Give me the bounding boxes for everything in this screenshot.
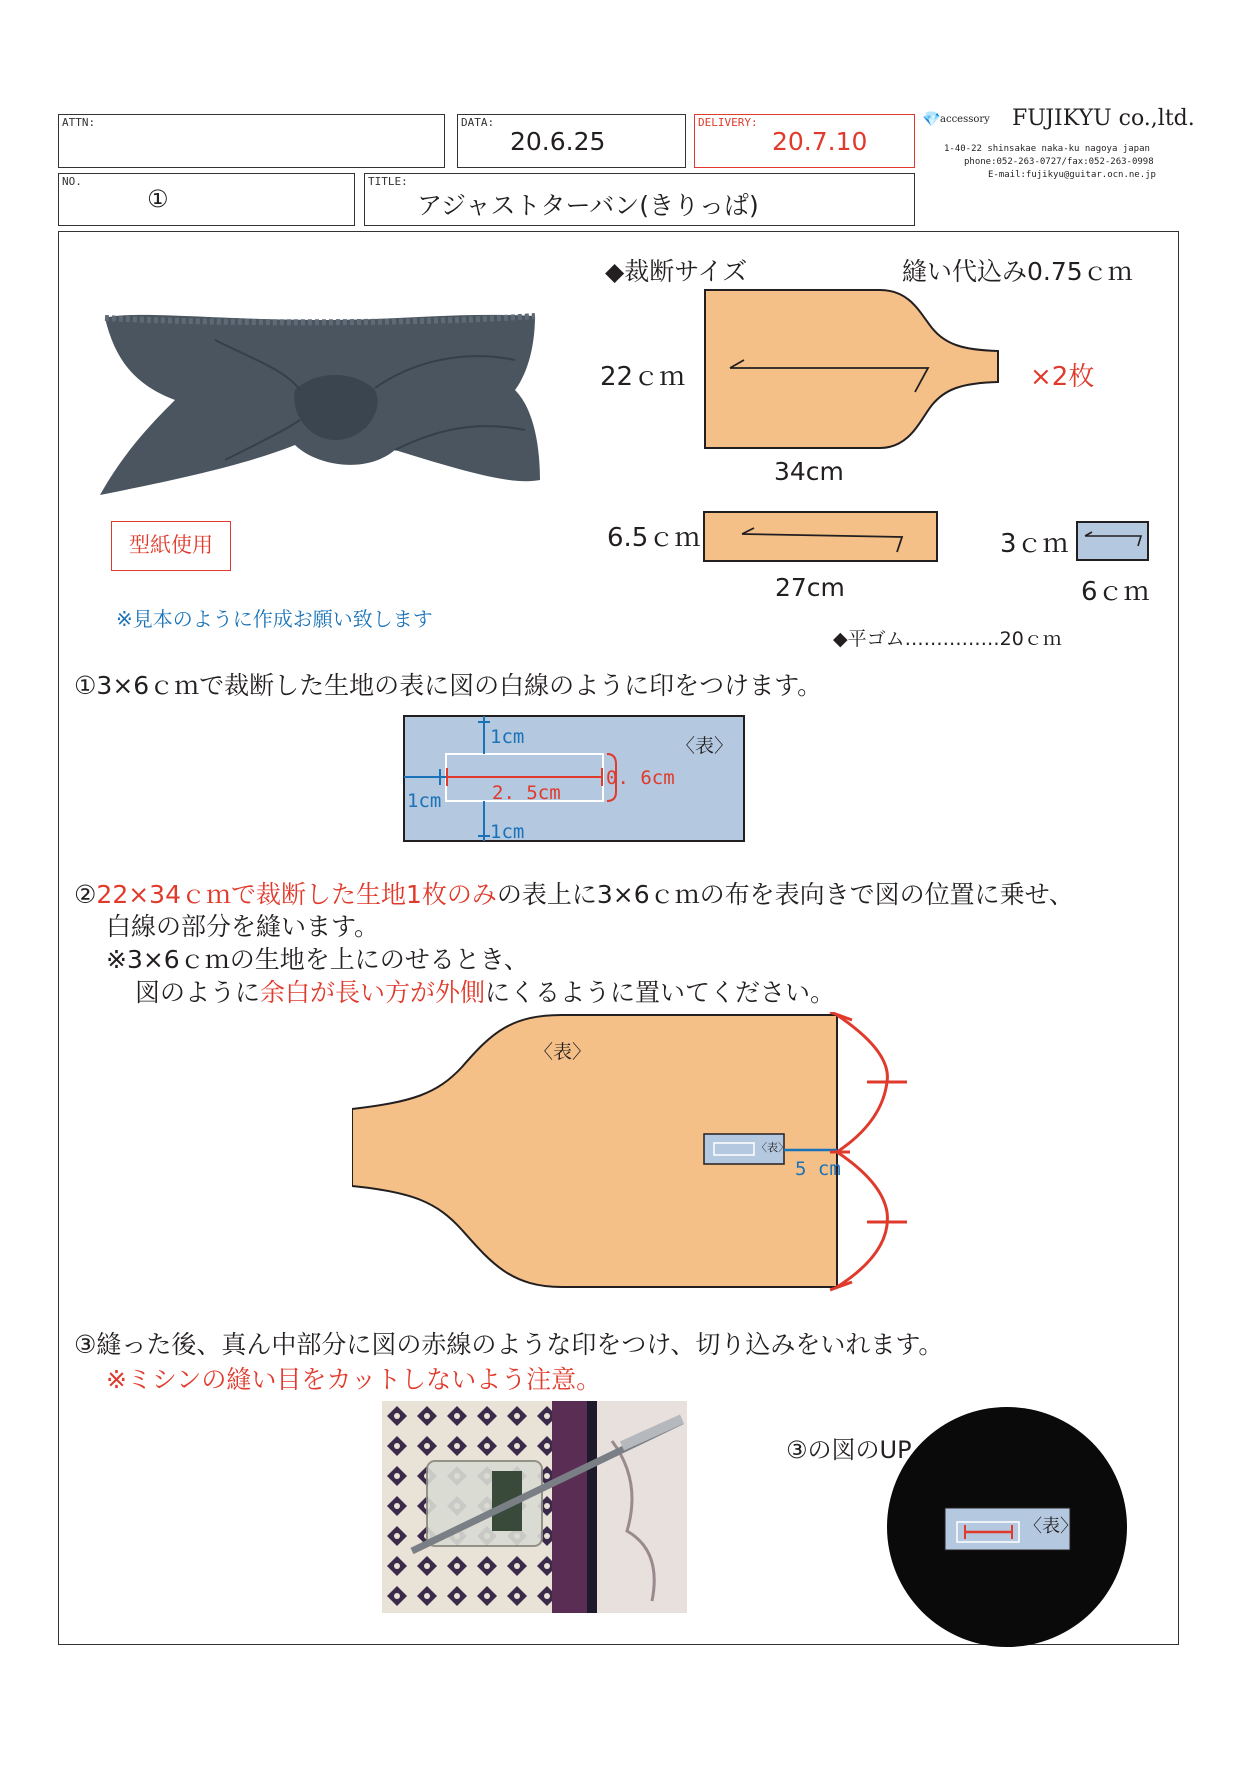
step2-small-face: 〈表〉 — [756, 1141, 789, 1154]
step2-line1 — [74, 875, 1074, 911]
step2-line4-b: にくるように置いてください。 — [485, 978, 836, 1007]
delivery-label: DELIVERY: — [698, 116, 758, 129]
small-piece-diagram — [1075, 520, 1151, 564]
strip-width: 27cm — [775, 573, 845, 602]
delivery-box — [694, 114, 915, 168]
company-phone: phone:052-263-0727/fax:052-263-0998 — [964, 157, 1154, 167]
step3-closeup-label: ③の図のUP — [786, 1436, 912, 1464]
main-height: 22ｃｍ — [600, 362, 686, 392]
cutting-heading: ◆裁断サイズ — [605, 257, 748, 286]
company-brand: accessory — [940, 114, 990, 125]
diamond-logo-icon: 💎 — [922, 110, 941, 128]
step2-red-part: 22×34ｃｍで裁断した生地1枚のみ — [96, 880, 497, 909]
main-quantity: ×2枚 — [1030, 362, 1095, 392]
seam-allowance: 縫い代込み0.75ｃｍ — [902, 257, 1133, 286]
page-title: アジャストターバン(きりっぱ) — [417, 191, 759, 220]
title-label: TITLE: — [368, 175, 408, 188]
step2-line4-a: 図のように — [135, 978, 261, 1007]
strip-diagram — [702, 510, 940, 564]
step3-closeup-circle — [885, 1405, 1130, 1650]
company-address: 1-40-22 shinsakae naka-ku nagoya japan — [944, 144, 1150, 154]
step1-bottom: 1cm — [490, 821, 525, 843]
no-box — [58, 173, 355, 226]
company-name: FUJIKYU co.,ltd. — [1012, 106, 1195, 131]
step1-width: 0. 6cm — [606, 767, 675, 789]
attn-label: ATTN: — [62, 116, 96, 129]
step3-face: 〈表〉 — [1024, 1516, 1078, 1537]
step2-line4 — [135, 973, 835, 1009]
step3-text: ③縫った後、真ん中部分に図の赤線のような印をつけ、切り込みをいれます。 — [74, 1330, 944, 1359]
sample-note: ※見本のように作成お願い致します — [116, 607, 433, 631]
step3-caution: ※ミシンの縫い目をカットしないよう注意。 — [106, 1365, 602, 1394]
no-value: ① — [147, 185, 169, 213]
elastic-spec: ◆平ゴム……………20ｃｍ — [833, 628, 1062, 650]
headband-photo — [95, 300, 545, 500]
step2-distance: 5 cm — [795, 1158, 841, 1180]
step2-face: 〈表〉 — [534, 1041, 592, 1063]
pattern-badge — [111, 521, 231, 571]
step2-rest: の表上に3×6ｃｍの布を表向きで図の位置に乗せ、 — [496, 880, 1074, 909]
step3-photo — [382, 1401, 687, 1613]
pattern-badge-label: 型紙使用 — [129, 533, 213, 557]
step1-text: ①3×6ｃｍで裁断した生地の表に図の白線のように印をつけます。 — [74, 671, 823, 700]
step1-top: 1cm — [490, 726, 525, 748]
step2-line3: ※3×6ｃｍの生地を上にのせるとき、 — [106, 945, 529, 974]
main-width: 34cm — [774, 457, 844, 486]
date-label: DATA: — [461, 116, 495, 129]
small-width: 6ｃｍ — [1081, 577, 1150, 607]
date-box — [457, 114, 686, 168]
main-piece-diagram — [700, 288, 1020, 452]
company-email: E-mail:fujikyu@guitar.ocn.ne.jp — [988, 170, 1156, 180]
step1-face: 〈表〉 — [676, 735, 734, 757]
no-label: NO. — [62, 175, 82, 188]
delivery-date: 20.7.10 — [772, 127, 868, 156]
title-box — [364, 173, 915, 226]
step2-line2: 白線の部分を縫います。 — [106, 912, 380, 941]
company-block — [920, 106, 1220, 186]
step2-prefix: ② — [74, 880, 97, 909]
date-value: 20.6.25 — [510, 127, 606, 156]
attn-box — [58, 114, 445, 168]
step2-diagram — [352, 1012, 912, 1292]
step1-left: 1cm — [407, 790, 442, 812]
step2-line4-red: 余白が長い方が外側 — [260, 978, 486, 1007]
small-height: 3ｃｍ — [1000, 529, 1069, 559]
step1-length: 2. 5cm — [492, 782, 561, 804]
strip-height: 6.5ｃｍ — [607, 523, 701, 553]
